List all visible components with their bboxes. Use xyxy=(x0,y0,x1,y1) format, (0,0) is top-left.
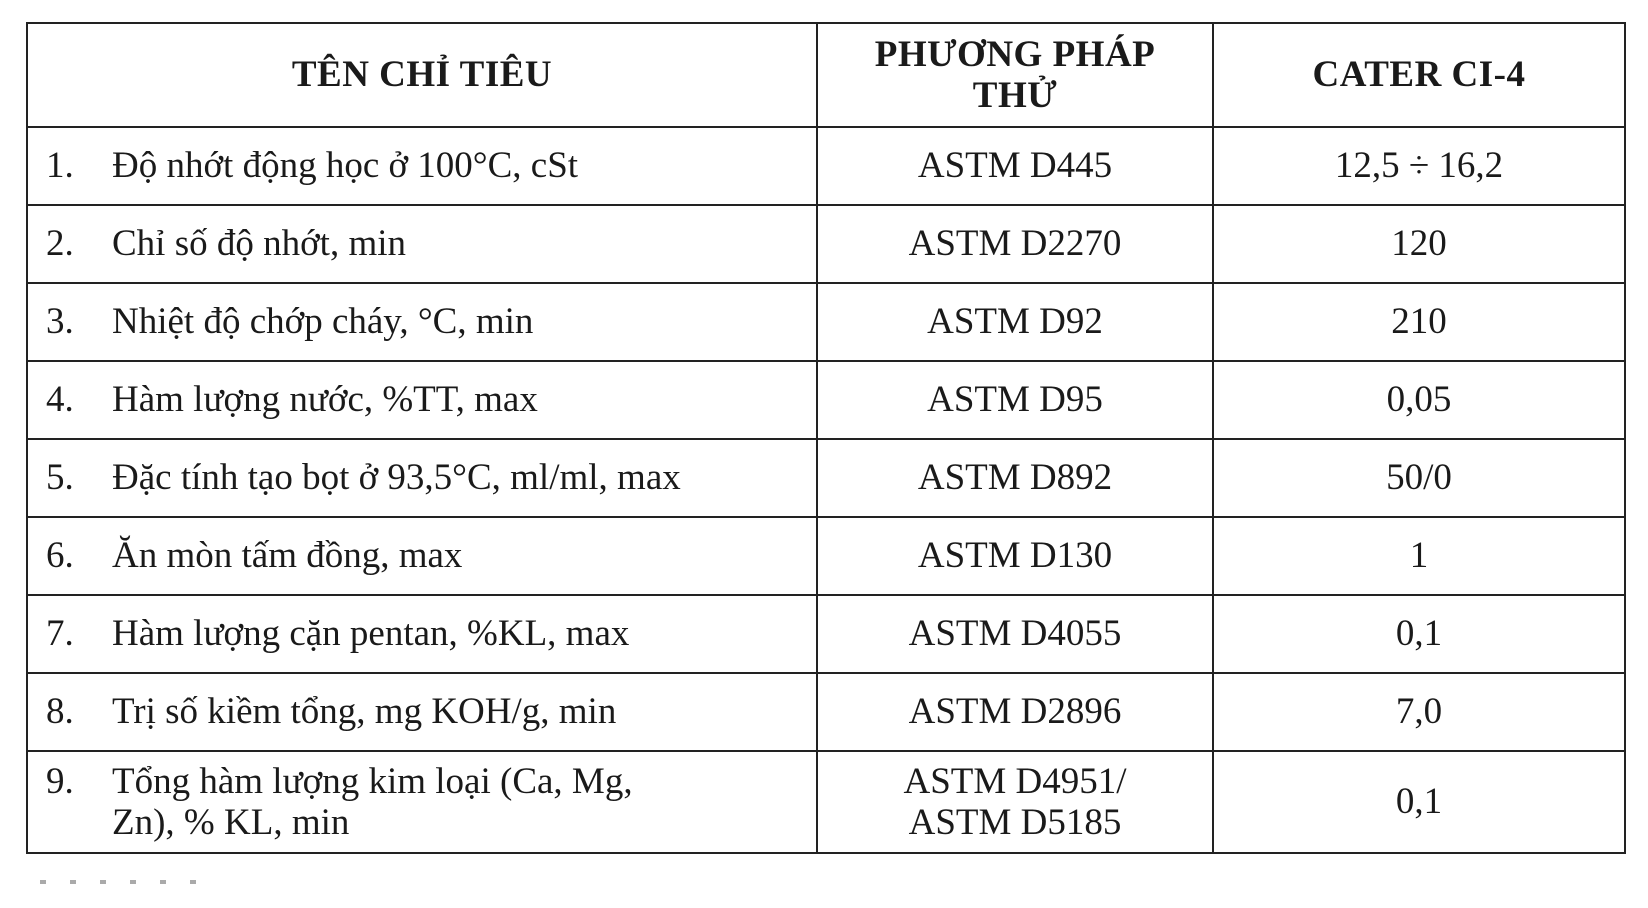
row-name xyxy=(112,761,816,844)
value-cell: 210 xyxy=(1213,283,1625,361)
row-name: Ăn mòn tấm đồng, max xyxy=(112,535,463,577)
table-row xyxy=(27,127,1625,205)
row-index: 1. xyxy=(46,145,74,187)
row-name-line1: Tổng hàm lượng kim loại (Ca, Mg, xyxy=(112,760,633,802)
method-cell: ASTM D95 xyxy=(817,361,1213,439)
name-cell xyxy=(27,517,817,595)
cut-off-bottom-marks xyxy=(40,880,220,884)
row-index: 2. xyxy=(46,223,74,265)
row-name: Chỉ số độ nhớt, min xyxy=(112,223,407,265)
method-line1: ASTM D4951/ xyxy=(903,760,1127,802)
row-index: 5. xyxy=(46,457,74,499)
value-cell: 0,1 xyxy=(1213,751,1625,853)
row-name: Hàm lượng nước, %TT, max xyxy=(112,379,538,421)
method-cell: ASTM D2270 xyxy=(817,205,1213,283)
method-cell: ASTM D92 xyxy=(817,283,1213,361)
name-cell xyxy=(27,673,817,751)
value-cell: 120 xyxy=(1213,205,1625,283)
header-method-line1: PHƯƠNG PHÁP xyxy=(874,33,1156,75)
method-cell: ASTM D892 xyxy=(817,439,1213,517)
row-index: 4. xyxy=(46,379,74,421)
header-method-line2: THỬ xyxy=(972,75,1058,116)
name-cell xyxy=(27,127,817,205)
name-cell xyxy=(27,361,817,439)
row-index: 8. xyxy=(46,691,74,733)
method-line2: ASTM D5185 xyxy=(908,802,1122,843)
header-method xyxy=(817,23,1213,127)
table-row xyxy=(27,205,1625,283)
name-cell xyxy=(27,595,817,673)
table-row xyxy=(27,595,1625,673)
method-cell: ASTM D130 xyxy=(817,517,1213,595)
value-cell: 7,0 xyxy=(1213,673,1625,751)
header-name: TÊN CHỈ TIÊU xyxy=(27,23,817,127)
name-cell xyxy=(27,751,817,853)
specification-table xyxy=(26,22,1626,854)
table-row xyxy=(27,517,1625,595)
row-name: Trị số kiềm tổng, mg KOH/g, min xyxy=(112,691,617,733)
row-index: 6. xyxy=(46,535,74,577)
table-row xyxy=(27,283,1625,361)
name-cell xyxy=(27,283,817,361)
row-index: 9. xyxy=(46,760,74,802)
value-cell: 12,5 ÷ 16,2 xyxy=(1213,127,1625,205)
value-cell: 50/0 xyxy=(1213,439,1625,517)
table-row xyxy=(27,361,1625,439)
value-cell: 0,05 xyxy=(1213,361,1625,439)
header-value: CATER CI-4 xyxy=(1213,23,1625,127)
row-name-line2: Zn), % KL, min xyxy=(112,802,350,843)
value-cell: 0,1 xyxy=(1213,595,1625,673)
row-index: 3. xyxy=(46,301,74,343)
method-cell: ASTM D2896 xyxy=(817,673,1213,751)
table-row xyxy=(27,751,1625,853)
header-row xyxy=(27,23,1625,127)
cut-off-text-line xyxy=(110,0,1210,4)
table-row xyxy=(27,673,1625,751)
method-cell: ASTM D445 xyxy=(817,127,1213,205)
row-name: Đặc tính tạo bọt ở 93,5°C, ml/ml, max xyxy=(112,457,681,499)
value-cell: 1 xyxy=(1213,517,1625,595)
row-name: Hàm lượng cặn pentan, %KL, max xyxy=(112,613,630,655)
method-cell: ASTM D4055 xyxy=(817,595,1213,673)
method-cell xyxy=(817,751,1213,853)
table-row xyxy=(27,439,1625,517)
row-name: Nhiệt độ chớp cháy, °C, min xyxy=(112,301,534,343)
row-index: 7. xyxy=(46,613,74,655)
name-cell xyxy=(27,439,817,517)
name-cell xyxy=(27,205,817,283)
row-name: Độ nhớt động học ở 100°C, cSt xyxy=(112,145,579,187)
